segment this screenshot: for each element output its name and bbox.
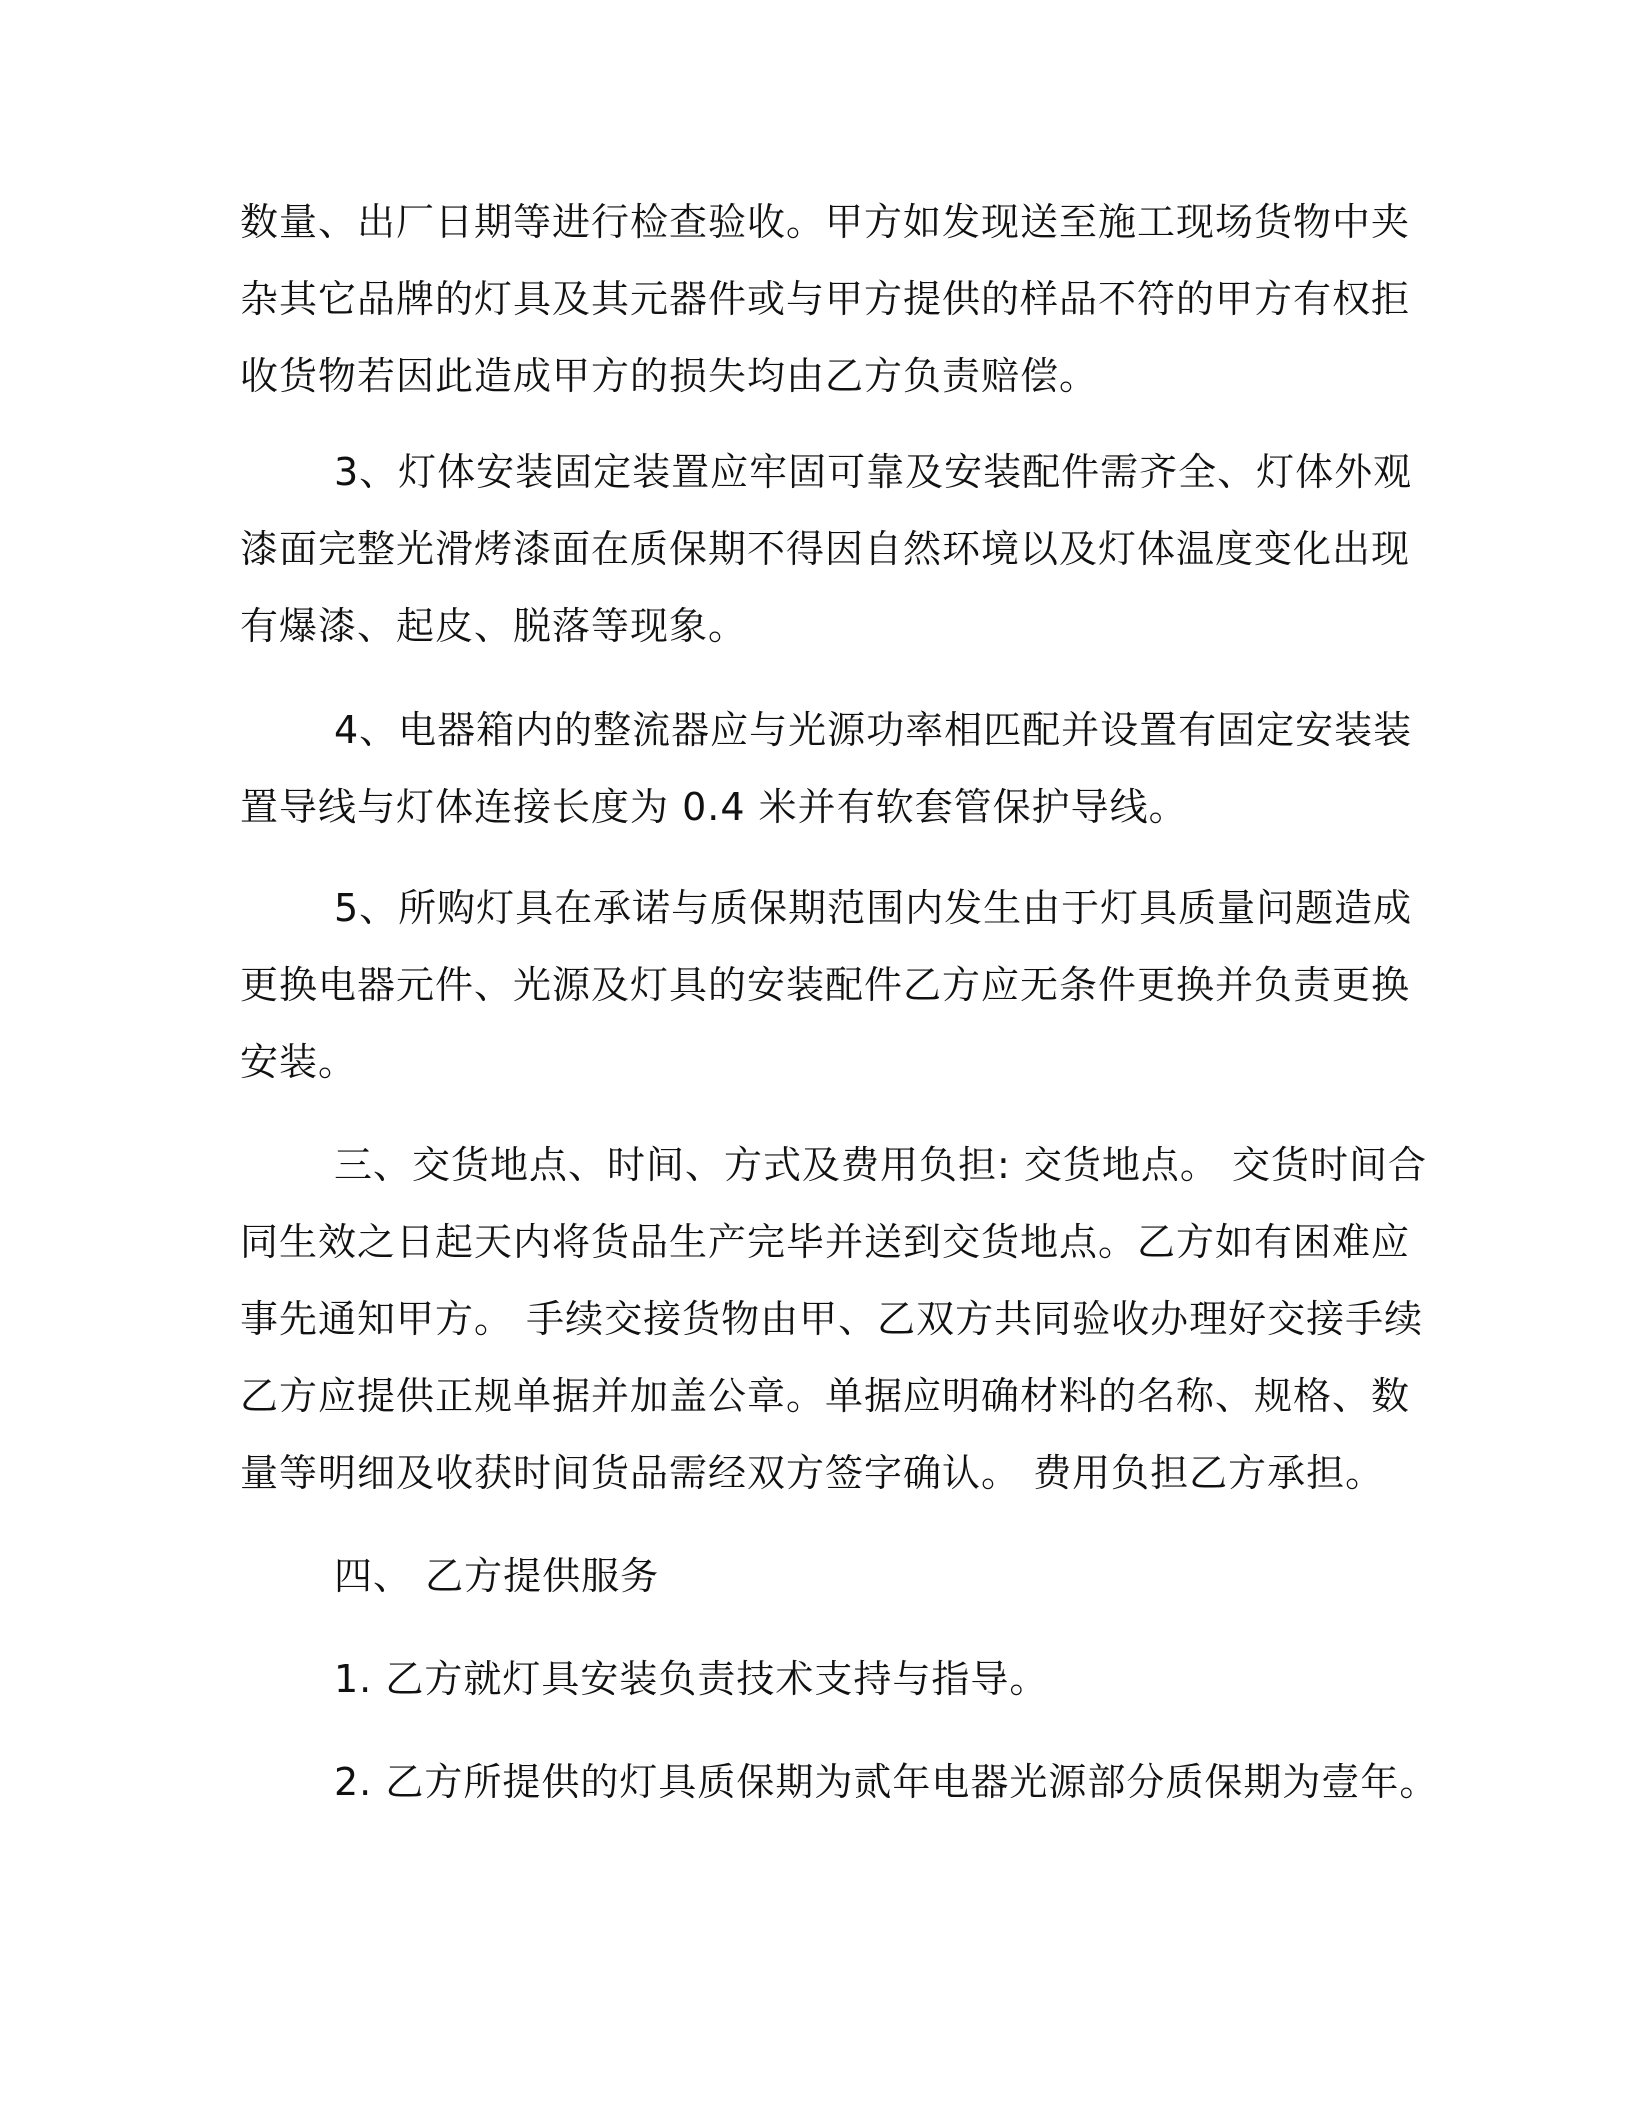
text-line: 三、交货地点、时间、方式及费用负担: 交货地点。 交货时间合 (334, 1143, 1427, 1187)
text-line: 置导线与灯体连接长度为 0.4 米并有软套管保护导线。 (240, 785, 1188, 829)
text-line: 收货物若因此造成甲方的损失均由乙方负责赔偿。 (240, 354, 1099, 398)
paragraph-service-1 (240, 1641, 1380, 1718)
paragraph-item-3 (240, 434, 1413, 665)
text-line: 杂其它品牌的灯具及其元器件或与甲方提供的样品不符的甲方有权拒 (240, 277, 1411, 321)
text-line: 乙方应提供正规单据并加盖公章。单据应明确材料的名称、规格、数 (240, 1374, 1411, 1418)
paragraph-service-2 (240, 1744, 1439, 1821)
paragraph-item-4 (240, 692, 1413, 846)
paragraph-section-3-delivery (240, 1127, 1427, 1512)
text-line: 漆面完整光滑烤漆面在质保期不得因自然环境以及灯体温度变化出现 (240, 527, 1411, 571)
text-line: 3、灯体安装固定装置应牢固可靠及安装配件需齐全、灯体外观 (334, 450, 1413, 494)
text-line: 有爆漆、起皮、脱落等现象。 (240, 604, 748, 648)
paragraph-section-4-heading (240, 1538, 1380, 1615)
text-line: 4、电器箱内的整流器应与光源功率相匹配并设置有固定安装装 (334, 708, 1413, 752)
text-line: 安装。 (240, 1040, 358, 1084)
paragraph-item-5 (240, 870, 1413, 1101)
text-line: 量等明细及收获时间货品需经双方签字确认。 费用负担乙方承担。 (240, 1451, 1385, 1495)
section-heading: 四、 乙方提供服务 (334, 1554, 660, 1598)
text-line: 事先通知甲方。 手续交接货物由甲、乙双方共同验收办理好交接手续 (240, 1297, 1424, 1341)
text-line: 同生效之日起天内将货品生产完毕并送到交货地点。乙方如有困难应 (240, 1220, 1411, 1264)
text-line: 数量、出厂日期等进行检查验收。甲方如发现送至施工现场货物中夹 (240, 200, 1411, 244)
paragraph-inspection (240, 184, 1411, 415)
text-line: 5、所购灯具在承诺与质保期范围内发生由于灯具质量问题造成 (334, 886, 1413, 930)
text-line: 2. 乙方所提供的灯具质保期为贰年电器光源部分质保期为壹年。 (334, 1760, 1439, 1804)
text-line: 1. 乙方就灯具安装负责技术支持与指导。 (334, 1657, 1049, 1701)
text-line: 更换电器元件、光源及灯具的安装配件乙方应无条件更换并负责更换 (240, 963, 1411, 1007)
